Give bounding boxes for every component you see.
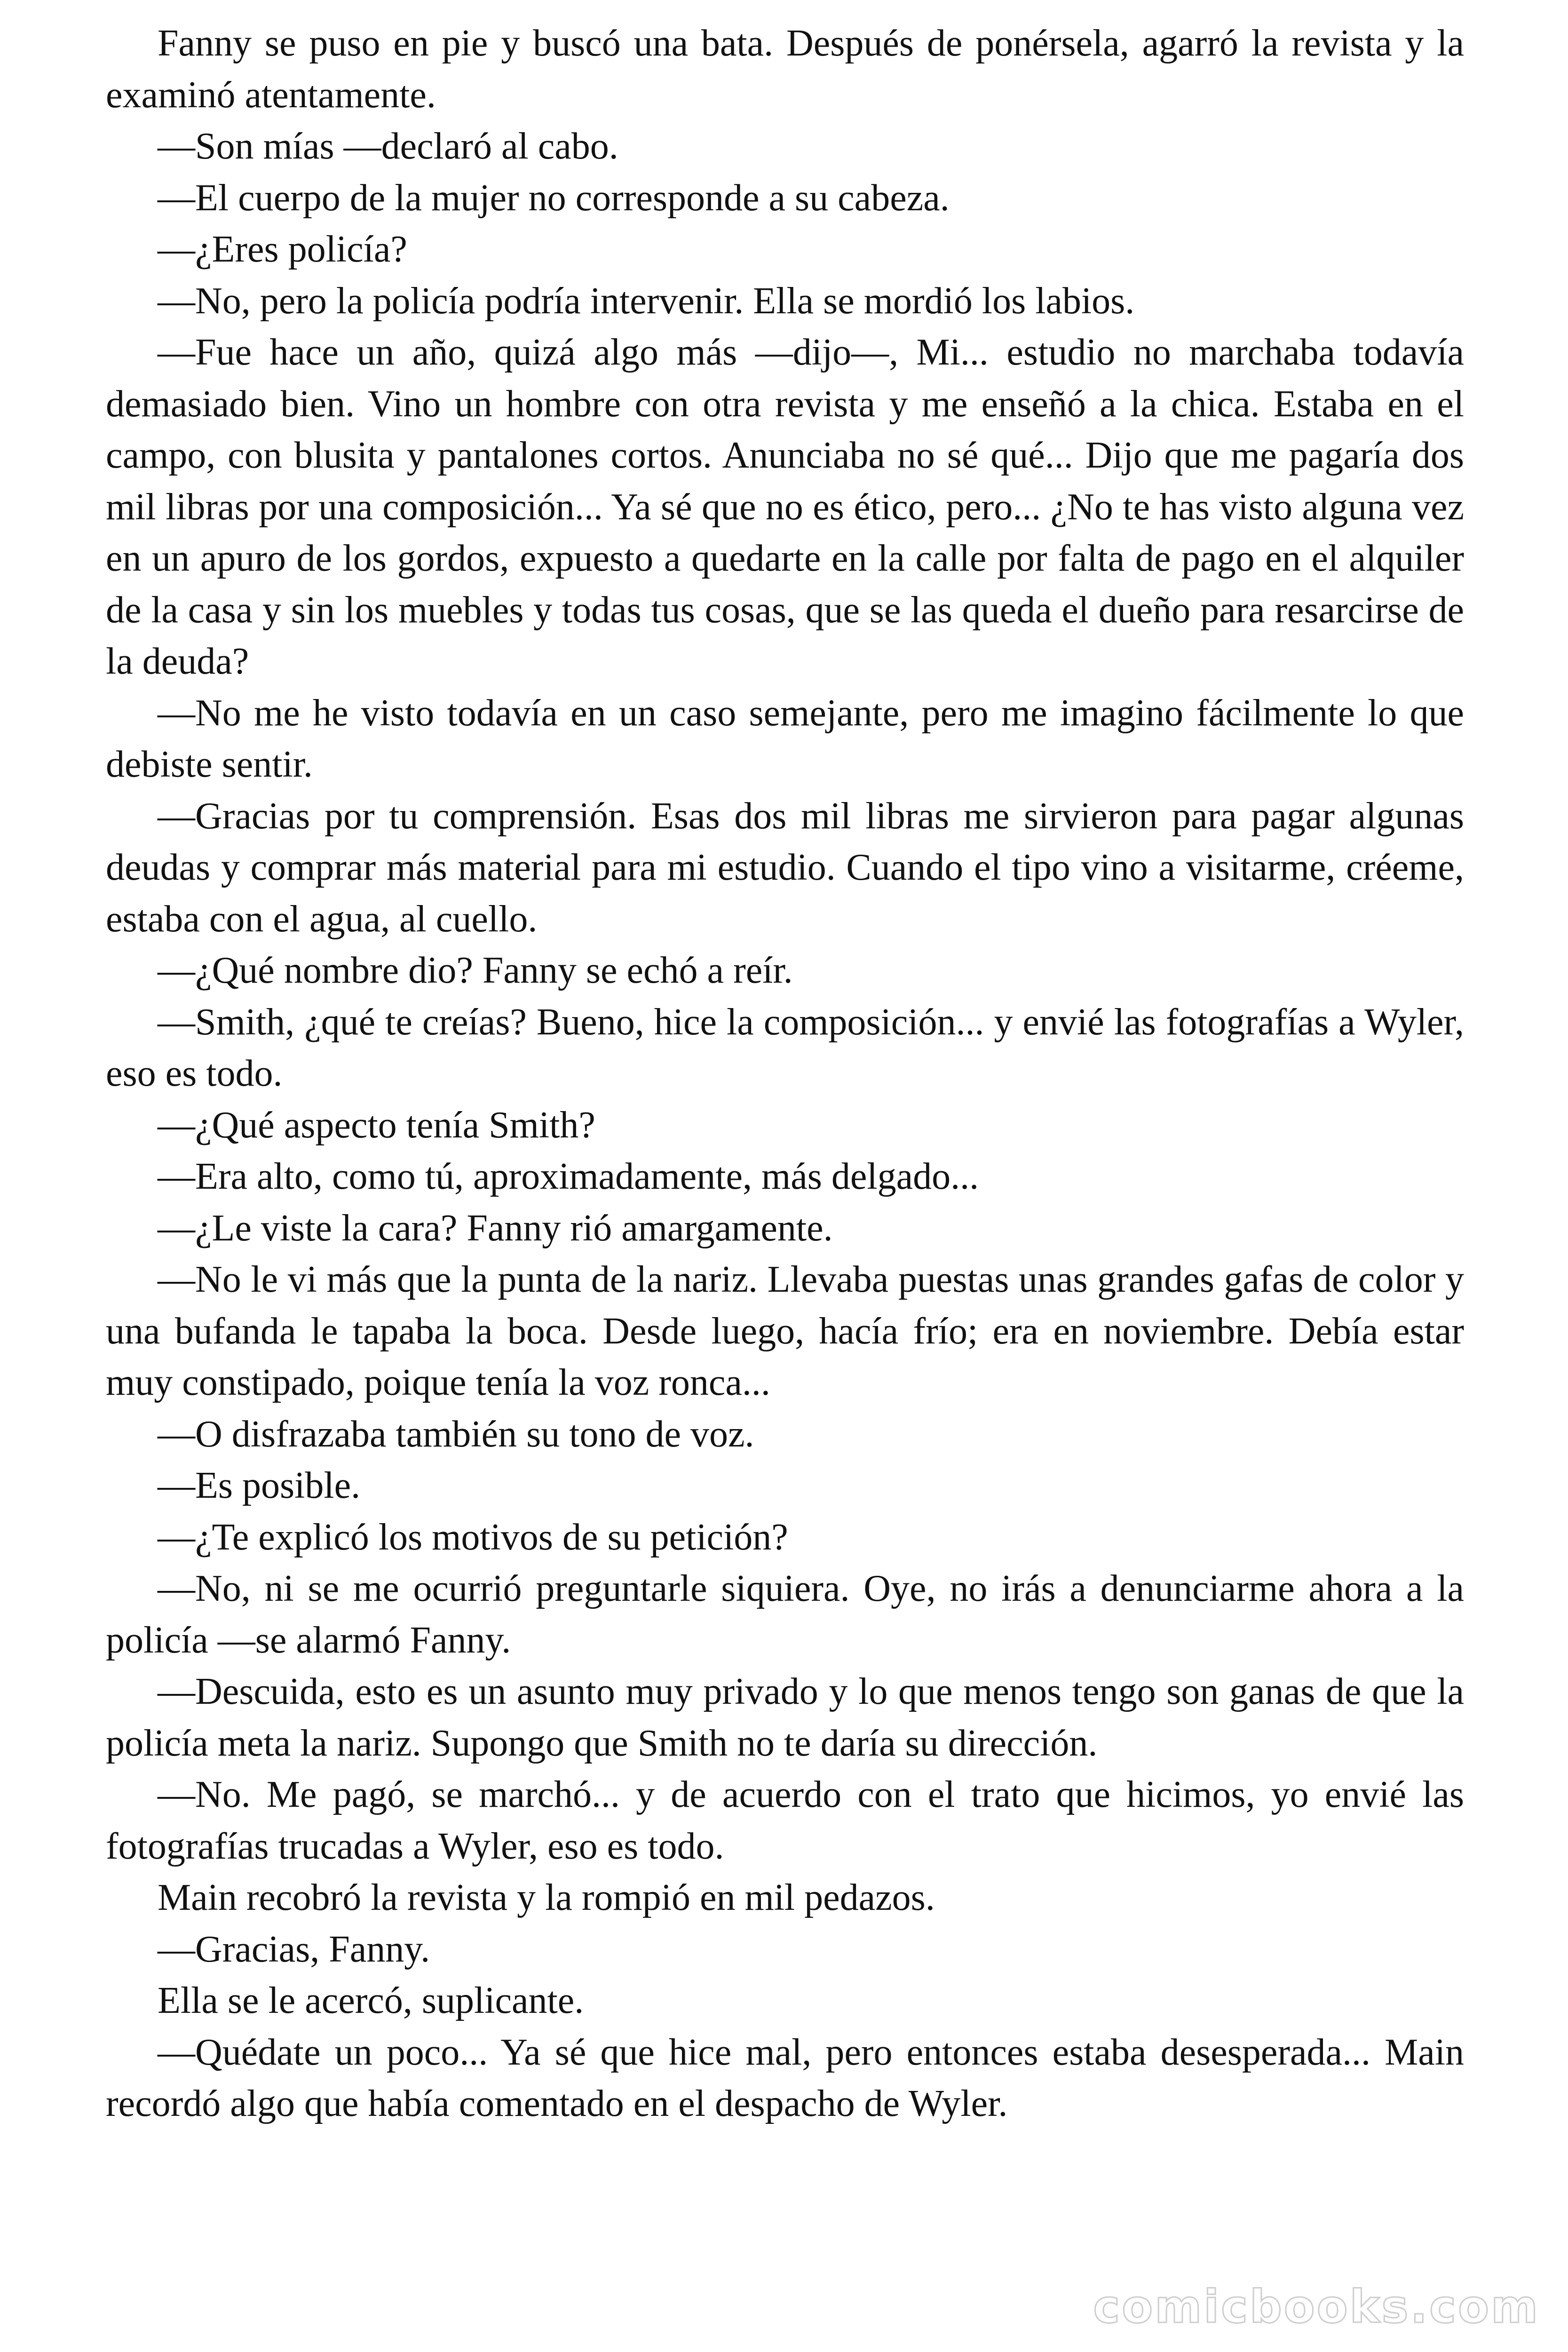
paragraph: —No, ni se me ocurrió preguntarle siquiera. Oye, no irás a denunciarme ahora a la policía —se alarmó Fanny. xyxy=(106,1568,1464,1661)
paragraph: —¿Qué aspecto tenía Smith? xyxy=(158,1104,595,1146)
paragraph: —No. Me pagó, se marchó... y de acuerdo con el trato que hicimos, yo envié las fotografías trucadas a Wyler, eso es todo. xyxy=(106,1774,1464,1867)
paragraph: —El cuerpo de la mujer no corresponde a su cabeza. xyxy=(158,177,950,219)
paragraph: —Quédate un poco... Ya sé que hice mal, pero entonces estaba desesperada... Main recordó algo que había comentado en el despacho de Wyler. xyxy=(106,2031,1464,2124)
paragraph: —Es posible. xyxy=(158,1465,361,1506)
paragraph: Fanny se puso en pie y buscó una bata. Después de ponérsela, agarró la revista y la examinó atentamente. xyxy=(106,23,1464,116)
paragraph: —Descuida, esto es un asunto muy privado y lo que menos tengo son ganas de que la policía meta la nariz. Supongo que Smith no te daría su dirección. xyxy=(106,1671,1464,1764)
paragraph: —¿Eres policía? xyxy=(158,229,407,270)
paragraph: —¿Qué nombre dio? Fanny se echó a reír. xyxy=(158,950,793,991)
body-text xyxy=(106,18,1464,2130)
paragraph: Main recobró la revista y la rompió en mil pedazos. xyxy=(158,1877,935,1918)
watermark: comicbooks.com xyxy=(1093,2280,1540,2333)
paragraph: Ella se le acercó, suplicante. xyxy=(158,1980,584,2021)
paragraph: —Gracias por tu comprensión. Esas dos mil libras me sirvieron para pagar algunas deudas y comprar más material para mi estudio. Cuando el tipo vino a visitarme, créeme, estaba con el agua, al cuello. xyxy=(106,795,1464,940)
paragraph: —Fue hace un año, quizá algo más —dijo—, Mi... estudio no marchaba todavía demasiado bien. Vino un hombre con otra revista y me enseñó a la chica. Estaba en el campo, con blusita y pantalones cortos. Anunciaba no sé qué... Dijo que me pagaría dos mil libras por una composición... Ya sé que no es ético, pero... ¿No te has visto alguna vez en un apuro de los gordos, expuesto a quedarte en la calle por falta de pago en el alquiler de la casa y sin los muebles y todas tus cosas, que se las queda el dueño para resarcirse de la deuda? xyxy=(106,332,1464,682)
paragraph: —Gracias, Fanny. xyxy=(158,1928,430,1970)
paragraph: —Smith, ¿qué te creías? Bueno, hice la composición... y envié las fotografías a Wyler, eso es todo. xyxy=(106,1001,1464,1094)
paragraph: —¿Te explicó los motivos de su petición? xyxy=(158,1516,788,1558)
paragraph: —No, pero la policía podría intervenir. Ella se mordió los labios. xyxy=(158,280,1135,322)
paragraph: —Era alto, como tú, aproximadamente, más delgado... xyxy=(158,1156,979,1197)
paragraph: —No me he visto todavía en un caso semejante, pero me imagino fácilmente lo que debiste sentir. xyxy=(106,692,1464,785)
paragraph: —¿Le viste la cara? Fanny rió amargamente. xyxy=(158,1207,833,1249)
paragraph: —Son mías —declaró al cabo. xyxy=(158,126,618,167)
paragraph: —O disfrazaba también su tono de voz. xyxy=(158,1413,754,1455)
paragraph: —No le vi más que la punta de la nariz. Llevaba puestas unas grandes gafas de color y una bufanda le tapaba la boca. Desde luego, hacía frío; era en noviembre. Debía estar muy constipado, poique tenía la voz ronca... xyxy=(106,1259,1464,1403)
